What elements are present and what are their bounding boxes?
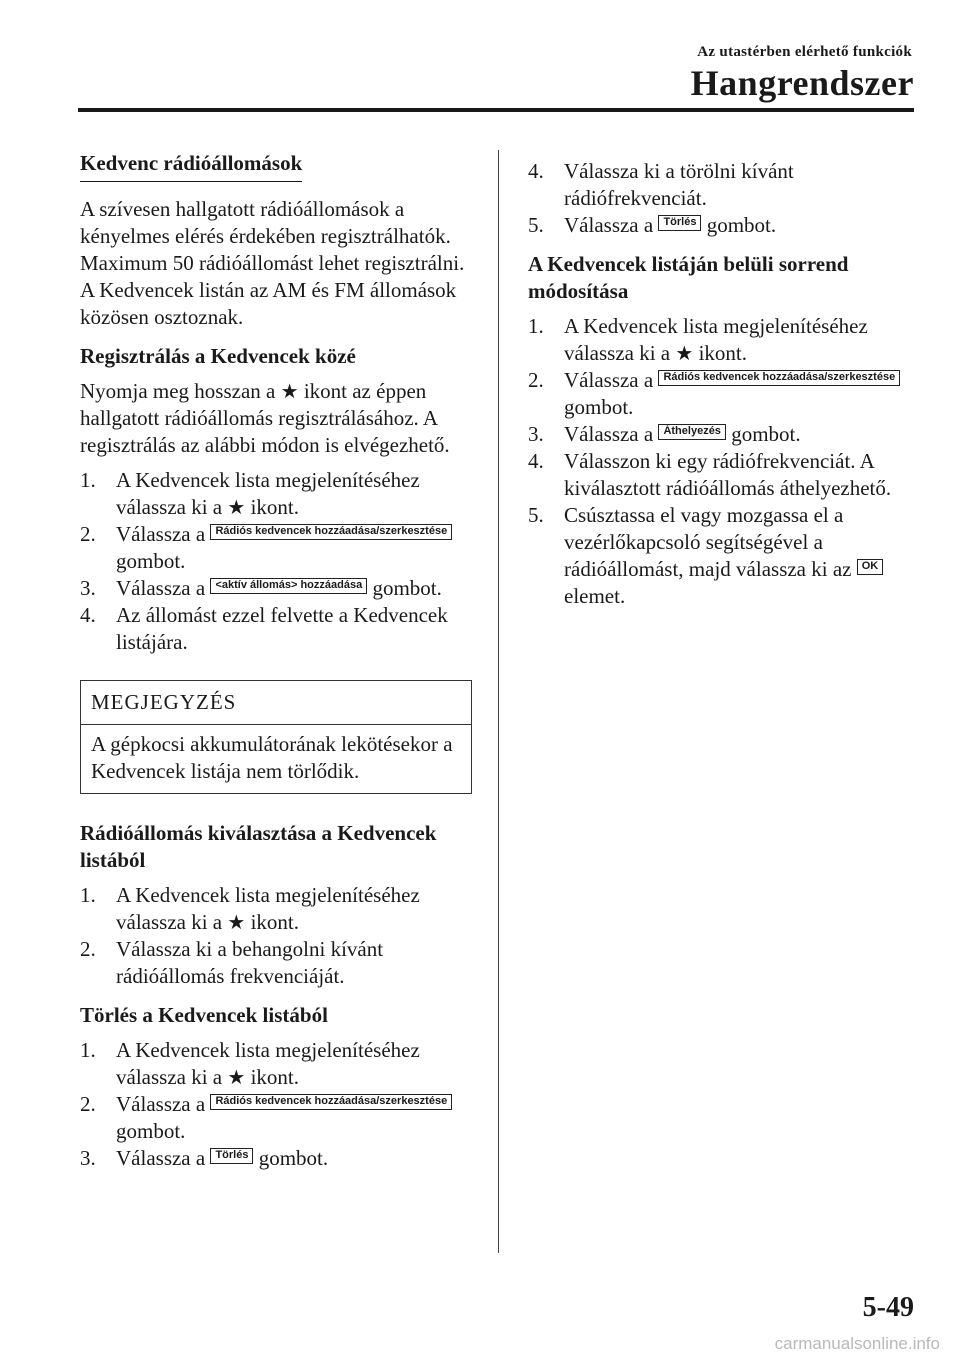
add-edit-favorites-button: Rádiós kedvencek hozzáadása/szerkesztése	[210, 524, 452, 540]
list-item: 1. A Kedvencek lista megjelenítéséhez válassza ki a ★ ikont.	[80, 883, 420, 934]
list-item: 3. Válassza a <aktív állomás> hozzáadása gombot.	[80, 576, 442, 600]
list-item: 5. Csúsztassa el vagy mozgassa el a vezérlőkapcsoló segítségével a rádióállomást, majd válassza ki az OK elemet.	[528, 502, 920, 610]
list-item: 1. A Kedvencek lista megjelenítéséhez válassza ki a ★ ikont.	[80, 468, 420, 519]
list-item: 3. Válassza a Törlés gombot.	[80, 1146, 329, 1170]
add-active-station-button: <aktív állomás> hozzáadása	[210, 578, 367, 594]
page-number: 5-49	[862, 1292, 914, 1323]
star-icon: ★	[280, 379, 299, 403]
section-title: Kedvenc rádióállomások	[80, 150, 302, 182]
select-steps	[80, 882, 472, 990]
delete-steps	[80, 1037, 472, 1172]
list-item: 2. Válassza ki a behangolni kívánt rádióállomás frekvenciáját.	[80, 937, 384, 988]
delete-button: Törlés	[210, 1148, 253, 1164]
list-item: 2. Válassza a Rádiós kedvencek hozzáadása/szerkesztése gombot.	[528, 367, 920, 421]
reorder-heading: A Kedvencek listáján belüli sorrend módosítása	[528, 252, 849, 303]
note-box	[80, 680, 472, 794]
note-title: MEGJEGYZÉS	[81, 681, 471, 725]
ok-button: OK	[857, 559, 884, 575]
register-steps	[80, 467, 472, 656]
delete-steps-continued	[528, 158, 920, 239]
star-icon: ★	[227, 495, 246, 519]
list-item: 4. Válassza ki a törölni kívánt rádiófrekvenciát.	[528, 159, 794, 210]
right-column	[528, 150, 920, 618]
list-item: 2. Válassza a Rádiós kedvencek hozzáadása/szerkesztése gombot.	[80, 521, 472, 575]
intro-paragraph: A szívesen hallgatott rádióállomások a kényelmes elérés érdekében regisztrálhatók. Maximum 50 rádióállomást lehet regisztrálni. A Kedvencek listán az AM és FM állomások közösen osztoznak.	[80, 197, 465, 329]
register-heading: Regisztrálás a Kedvencek közé	[80, 344, 356, 368]
header-rule	[78, 108, 914, 112]
note-body: A gépkocsi akkumulátorának lekötésekor a Kedvencek listája nem törlődik.	[91, 732, 453, 783]
list-item: 4. Az állomást ezzel felvette a Kedvencek listájára.	[80, 603, 448, 654]
reorder-steps	[528, 313, 920, 610]
left-column	[80, 150, 472, 1180]
list-item: 5. Válassza a Törlés gombot.	[528, 213, 777, 237]
star-icon: ★	[227, 1065, 246, 1089]
header-subtitle: Az utastérben elérhető funkciók	[697, 44, 912, 60]
star-icon: ★	[675, 341, 694, 365]
page-title: Hangrendszer	[690, 63, 914, 103]
list-item: 3. Válassza a Áthelyezés gombot.	[528, 422, 801, 446]
list-item: 2. Válassza a Rádiós kedvencek hozzáadása/szerkesztése gombot.	[80, 1091, 472, 1145]
delete-button: Törlés	[658, 215, 701, 231]
star-icon: ★	[227, 910, 246, 934]
watermark: carmanualsonline.info	[774, 1334, 940, 1353]
delete-heading: Törlés a Kedvencek listából	[80, 1003, 328, 1027]
list-item: 4. Válasszon ki egy rádiófrekvenciát. A kiválasztott rádióállomás áthelyezhető.	[528, 449, 892, 500]
select-heading: Rádióállomás kiválasztása a Kedvencek listából	[80, 821, 437, 872]
add-edit-favorites-button: Rádiós kedvencek hozzáadása/szerkesztése	[210, 1094, 452, 1110]
list-item: 1. A Kedvencek lista megjelenítéséhez válassza ki a ★ ikont.	[80, 1038, 420, 1089]
add-edit-favorites-button: Rádiós kedvencek hozzáadása/szerkesztése	[658, 370, 900, 386]
move-button: Áthelyezés	[658, 424, 725, 440]
column-divider	[498, 150, 499, 1253]
list-item: 1. A Kedvencek lista megjelenítéséhez válassza ki a ★ ikont.	[528, 314, 868, 365]
register-paragraph: Nyomja meg hosszan a ★ ikont az éppen hallgatott rádióállomás regisztrálásához. A regisztrálás az alábbi módon is elvégezhető.	[80, 379, 450, 457]
